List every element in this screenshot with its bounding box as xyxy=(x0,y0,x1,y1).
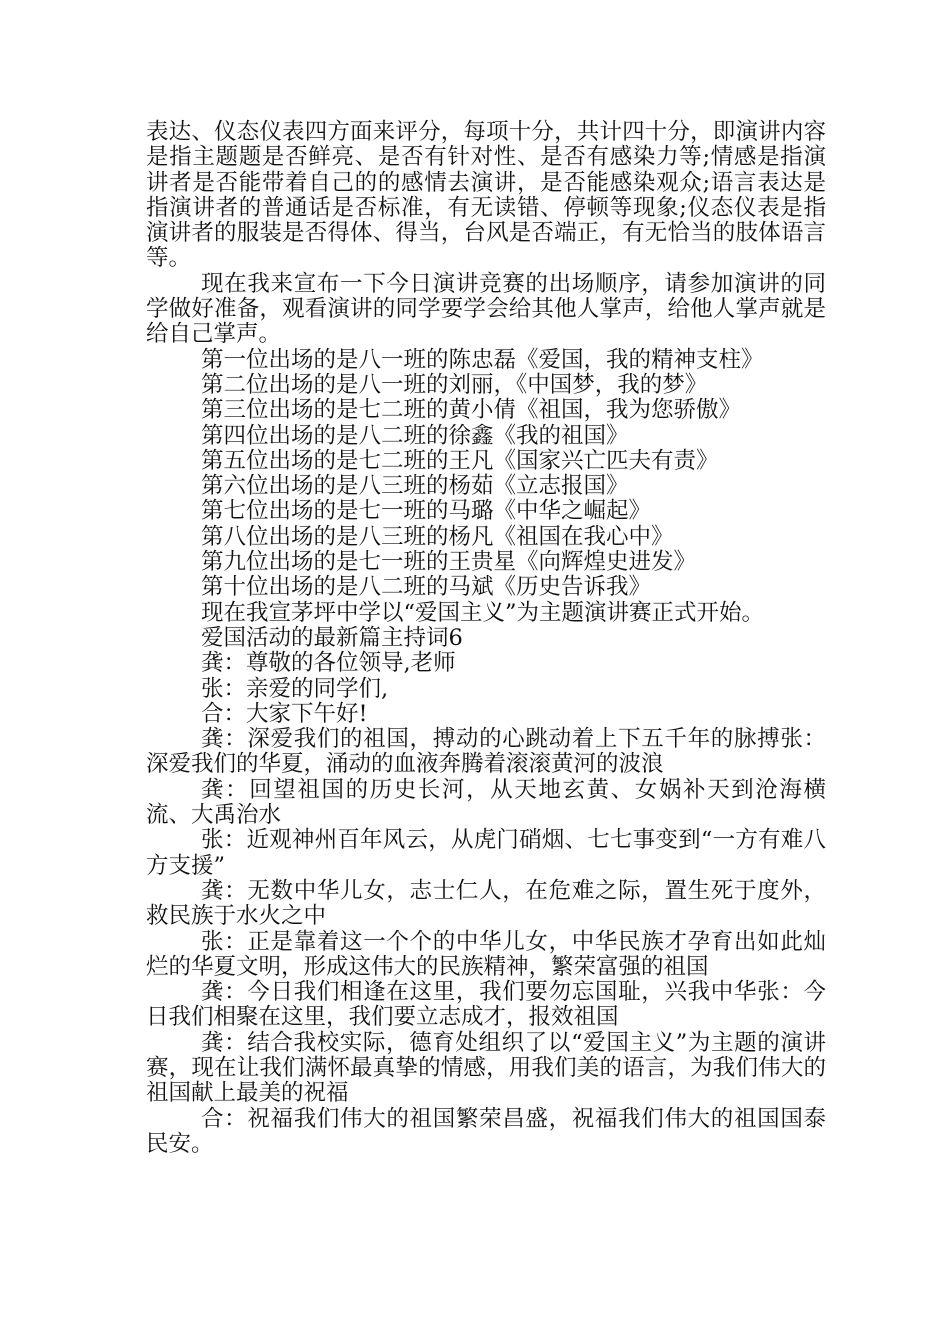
paragraph-contest-start: 现在我宣茅坪中学以“爱国主义”为主题演讲赛正式开始。 xyxy=(201,599,765,626)
dialogue-line: 张：正是靠着这一个个的中华儿女，中华民族才孕育出如此灿烂的华夏文明，形成这伟大的民族精神，繁荣富强的祖国 xyxy=(146,928,826,980)
speaker-4: 第四位出场的是八二班的徐鑫《我的祖国》 xyxy=(201,422,629,449)
speaker-1: 第一位出场的是八一班的陈忠磊《爱国，我的精神支柱》 xyxy=(201,346,764,373)
dialogue-line: 合：祝福我们伟大的祖国繁荣昌盛，祝福我们伟大的祖国国泰民安。 xyxy=(146,1105,826,1157)
dialogue-line: 张：近观神州百年风云，从虎门硝烟、七七事变到“一方有难八方支援” xyxy=(146,827,826,879)
speaker-3: 第三位出场的是七二班的黄小倩《祖国，我为您骄傲》 xyxy=(201,397,742,424)
speaker-6: 第六位出场的是八三班的杨茹《立志报国》 xyxy=(201,473,629,500)
document-page xyxy=(146,120,826,1157)
dialogue-line: 龚：回望祖国的历史长河，从天地玄黄、女娲补天到沧海横流、大禹治水 xyxy=(146,776,826,829)
speaker-2: 第二位出场的是八一班的刘丽，《中国梦，我的梦》 xyxy=(201,371,708,398)
section-heading: 爱国活动的最新篇主持词6 xyxy=(201,624,463,651)
dialogue-line: 龚：尊敬的各位领导,老师 xyxy=(201,650,456,677)
speaker-7: 第七位出场的是七一班的马璐《中华之崛起》 xyxy=(201,498,652,525)
speaker-10: 第十位出场的是八二班的马斌《历史告诉我》 xyxy=(201,574,652,601)
dialogue-line: 龚：今日我们相逢在这里，我们要勿忘国耻，兴我中华张：今日我们相聚在这里，我们要立志成才，报效祖国 xyxy=(146,979,826,1031)
speaker-8: 第八位出场的是八三班的杨凡《祖国在我心中》 xyxy=(201,523,674,550)
speaker-5: 第五位出场的是七二班的王凡《国家兴亡匹夫有责》 xyxy=(201,447,719,474)
paragraph-announce-order: 现在我来宣布一下今日演讲竞赛的出场顺序，请参加演讲的同学做好准备，观看演讲的同学要学会给其他人掌声，给他人掌声就是给自己掌声。 xyxy=(146,270,826,348)
speaker-9: 第九位出场的是七一班的王贵星《向辉煌史进发》 xyxy=(201,549,697,576)
paragraph-scoring-criteria: 表达、仪态仪表四方面来评分，每项十分，共计四十分，即演讲内容是指主题题是否鲜亮、是否有针对性、是否有感染力等;情感是指演讲者是否能带着自己的的感情去演讲，是否能感染观众;语言表达是指演讲者的普通话是否标准，有无读错、停顿等现象;仪态仪表是指演讲者的服装是否得体、得当，台风是否端正，有无恰当的肢体语言等。 xyxy=(146,119,826,272)
dialogue-line: 龚：无数中华儿女，志士仁人，在危难之际，置生死于度外，救民族于水火之中 xyxy=(146,877,826,930)
dialogue-line: 龚：结合我校实际，德育处组织了以“爱国主义”为主题的演讲赛，现在让我们满怀最真挚的情感，用我们美的语言，为我们伟大的祖国献上最美的祝福 xyxy=(146,1029,826,1107)
dialogue-line: 合：大家下午好! xyxy=(201,700,368,727)
dialogue-line: 张：亲爱的同学们, xyxy=(201,675,389,702)
dialogue-line: 龚：深爱我们的祖国，搏动的心跳动着上下五千年的脉搏张：深爱我们的华夏，涌动的血液奔腾着滚滚黄河的波浪 xyxy=(146,726,826,778)
